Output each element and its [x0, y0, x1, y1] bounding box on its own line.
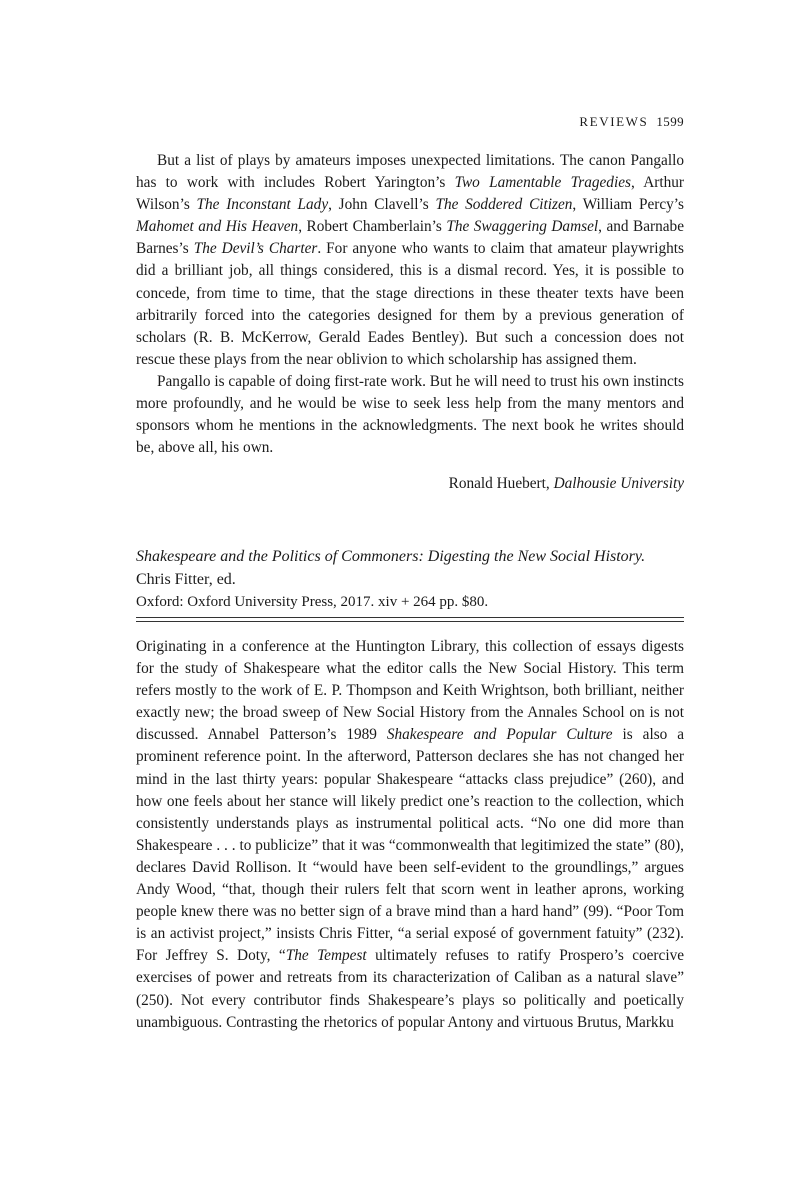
book-title: Shakespeare and the Politics of Commoners: Digesting the New Social History.: [136, 548, 646, 565]
book-citation: [136, 545, 684, 613]
page-number: 1599: [656, 114, 684, 129]
play-title: The Tempest: [285, 947, 367, 965]
play-title: The Soddered Citizen: [435, 196, 573, 214]
review-paragraph-1: [136, 150, 684, 371]
play-title: The Inconstant Lady: [196, 196, 329, 214]
review-paragraph-2: Pangallo is capable of doing first-rate work. But he will need to trust his own instincts more profoundly, and he would be wise to seek less help from the many mentors and sponsors whom he mentions in the acknowledgments. The next book he writes should be, above all, his own.: [136, 372, 684, 457]
book-title-reference: Shakespeare and Popular Culture: [386, 726, 613, 744]
text-run: , and Barnabe Barnes’s: [136, 218, 684, 258]
double-rule-bottom: [136, 621, 684, 622]
reviewer-name: Ronald Huebert,: [448, 475, 554, 492]
reviewer-affiliation: Dalhousie University: [553, 475, 684, 492]
running-head: [136, 113, 684, 131]
text-run: , Arthur Wilson’s: [136, 174, 684, 214]
running-head-label: REVIEWS: [579, 114, 649, 129]
text-run: ultimately refuses to ratify Prospero’s coercive exercises of power and retreats from its characterization of Caliban as a natural slave” (250). Not every contributor finds Shakespeare’s plays so politically and poetically unambiguous. Contrasting the rhetorics of popular Antony and virtuous Brutus, Markku: [136, 947, 685, 1031]
double-rule-top: [136, 617, 684, 618]
play-title: Two Lamentable Tragedies: [454, 174, 631, 192]
review-continuation: [136, 150, 684, 459]
text-run: , William Percy’s: [572, 196, 684, 214]
reviewer-signature: [136, 473, 684, 495]
play-title: The Devil’s Charter: [193, 240, 318, 258]
review-body-paragraph: [136, 636, 684, 1034]
text-run: is also a prominent reference point. In the afterword, Patterson declares she has not changed her mind in the last thirty years: popular Shakespeare “attacks class prejudice” (260), and how one feels about her stance will likely predict one’s reaction to the collection, which consistently understands plays as instrumental political acts. “No one did more than Shakespeare . . . to publicize” that it was “commonwealth that legitimized the state” (80), declares David Rollison. It “would have been self-evident to the groundlings,” argues Andy Wood, “that, though their rulers felt that scorn went in leather aprons, working people knew there was no better sign of a brave mind than a hard hand” (99). “Poor Tom is an activist project,” insists Chris Fitter, “a serial exposé of government fatuity” (232). For Jeffrey S. Doty, “: [136, 726, 684, 965]
text-run: , Robert Chamberlain’s: [298, 218, 447, 236]
play-title: Mahomet and His Heaven: [136, 218, 299, 236]
play-title: The Swaggering Damsel: [446, 218, 599, 236]
text-run: , John Clavell’s: [328, 196, 436, 214]
review-body: [136, 636, 684, 1034]
text-run: Originating in a conference at the Huntington Library, this collection of essays digests for the study of Shakespeare what the editor calls the New Social History. This term refers mostly to the work of E. P. Thompson and Keith Wrightson, both brilliant, neither exactly new; the broad sweep of New Social History from the Annales School on is not discussed. Annabel Patterson’s 1989: [136, 638, 684, 744]
publication-info: Oxford: Oxford University Press, 2017. xiv + 264 pp. $80.: [136, 594, 489, 610]
text-run: . For anyone who wants to claim that amateur playwrights did a brilliant job, all things considered, this is a dismal record. Yes, it is possible to concede, from time to time, that the stage directions in these theater texts have been arbitrarily forced into the categories designed for them by a previous generation of scholars (R. B. McKerrow, Gerald Eades Bentley). But such a concession does not rescue these plays from the near oblivion to which scholarship has assigned them.: [136, 240, 685, 368]
book-editor: Chris Fitter, ed.: [136, 571, 236, 588]
text-run: But a list of plays by amateurs imposes unexpected limitations. The canon Pangallo has to work with includes Robert Yarington’s: [136, 152, 684, 192]
